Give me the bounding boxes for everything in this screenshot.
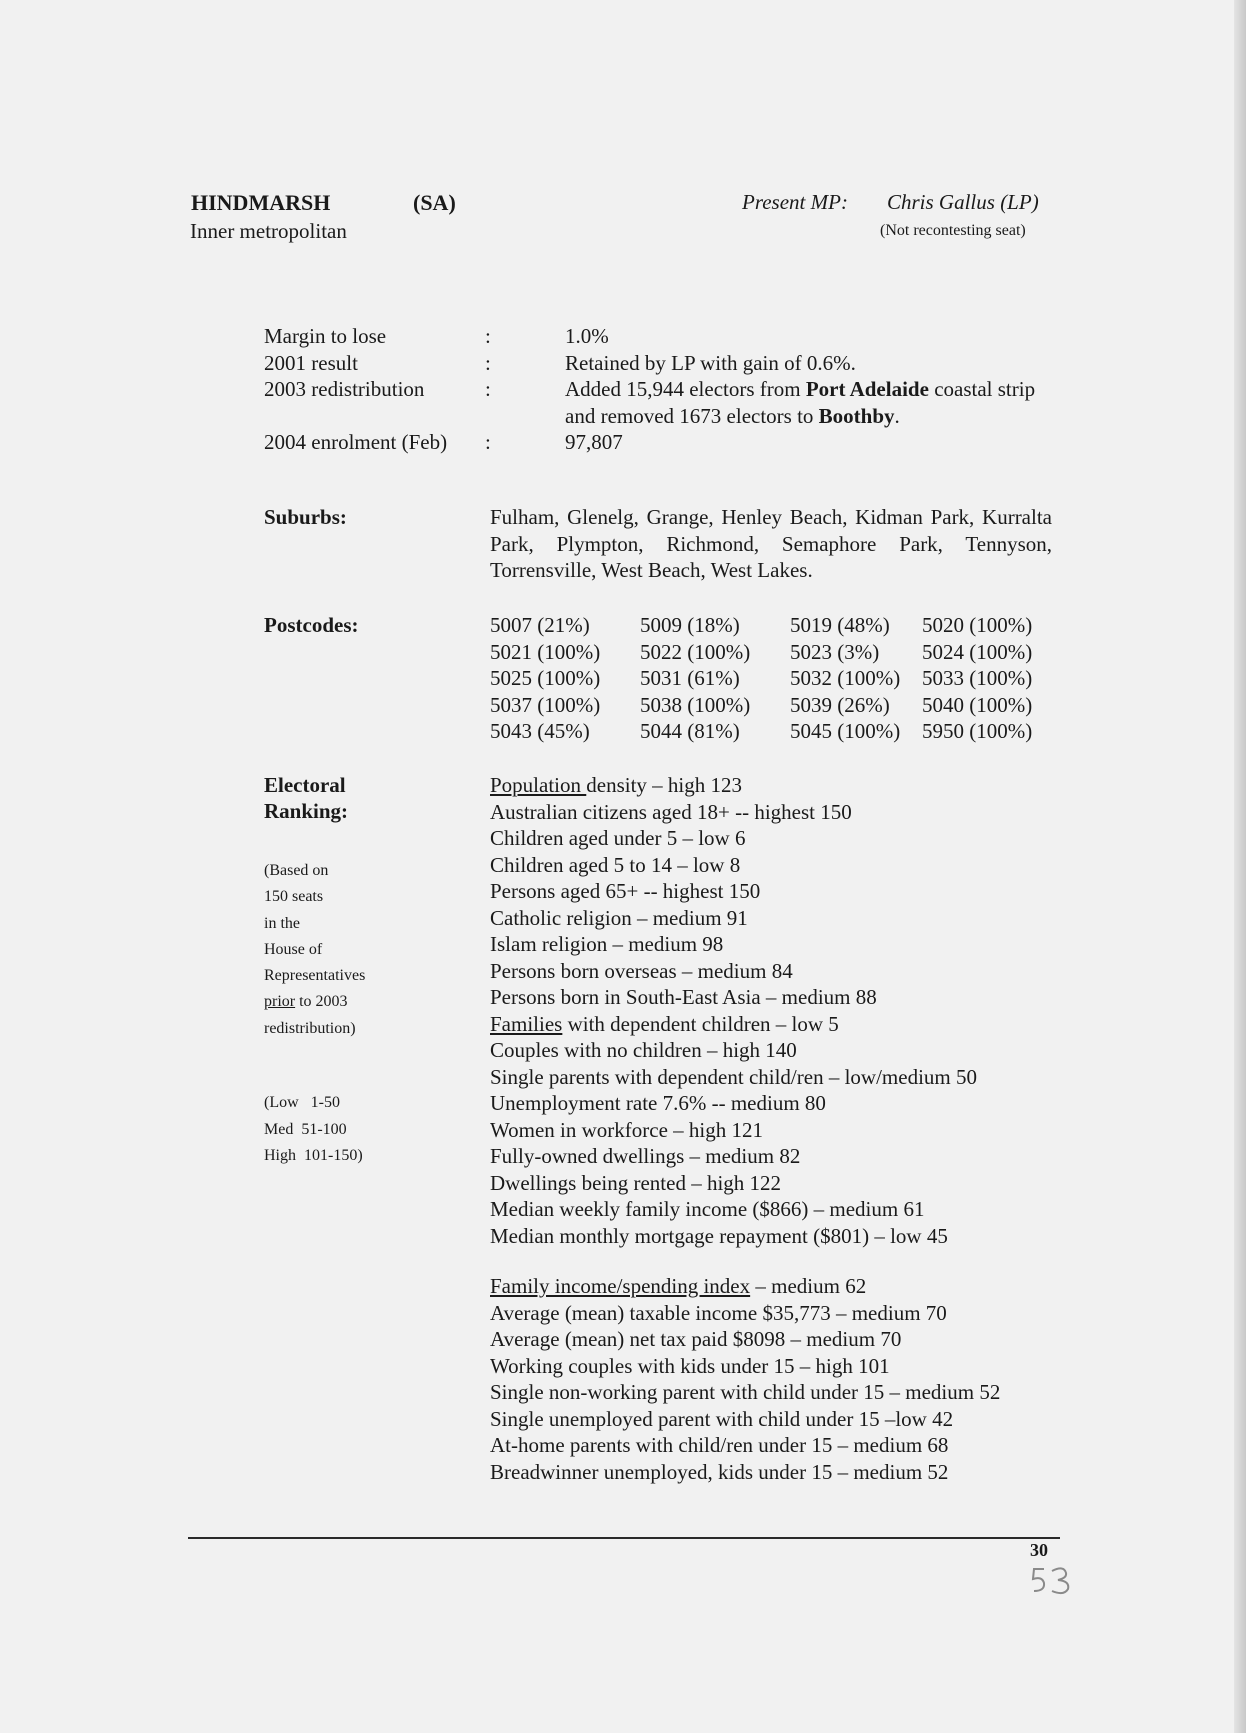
fact-value: 97,807 <box>565 430 623 454</box>
seat-name: HINDMARSH <box>191 190 331 215</box>
postcode-row <box>490 718 1072 745</box>
postcode-cell: 5950 (100%) <box>922 719 1033 743</box>
ranking-note-line: redistribution) <box>264 1019 356 1037</box>
ranking-item: Median monthly mortgage repayment ($801) – low 45 <box>490 1223 948 1248</box>
fact-row <box>264 350 1045 377</box>
ranking-scale-line: (Low 1-50 <box>264 1094 340 1111</box>
handwritten-page-number-53 <box>1030 1565 1078 1597</box>
postcode-cell: 5037 (100%) <box>490 692 601 717</box>
ranking-note-line: Representatives <box>264 967 366 985</box>
ranking-item: Australian citizens aged 18+ -- highest 150 <box>490 799 852 824</box>
ranking-label-line2: Ranking: <box>264 799 349 823</box>
ranking-item: Single non-working parent with child under 15 – medium 52 <box>490 1380 1001 1404</box>
ranking-item: Persons born in South-East Asia – medium 88 <box>490 985 877 1009</box>
ranking-item: Breadwinner unemployed, kids under 15 – medium 52 <box>490 1459 949 1484</box>
postcode-cell: 5045 (100%) <box>790 719 901 743</box>
page-number: 30 <box>1030 1540 1048 1560</box>
postcode-cell: 5009 (18%) <box>640 613 740 637</box>
ranking-item: At-home parents with child/ren under 15 – medium 68 <box>490 1433 949 1457</box>
ranking-item: Children aged under 5 – low 6 <box>490 826 746 850</box>
ranking-label-line1: Electoral <box>264 773 346 797</box>
fact-label: 2004 enrolment (Feb) <box>264 430 448 454</box>
ranking-item: Families with dependent children – low 5 <box>490 1011 839 1036</box>
suburbs-label: Suburbs: <box>264 505 347 529</box>
postcode-cell: 5038 (100%) <box>640 692 751 717</box>
fact-colon: : <box>485 324 491 348</box>
ranking-item: Average (mean) taxable income $35,773 – medium 70 <box>490 1300 947 1325</box>
present-mp-label: Present MP: <box>742 190 848 214</box>
ranking-item: Population density – high 123 <box>490 773 743 797</box>
postcodes-label: Postcodes: <box>264 613 359 637</box>
ranking-item: Fully-owned dwellings – medium 82 <box>490 1144 801 1168</box>
ranking-item: Dwellings being rented – high 122 <box>490 1170 782 1195</box>
postcode-row <box>490 665 1072 692</box>
present-mp-name: Chris Gallus (LP) <box>887 190 1039 214</box>
postcodes-table <box>490 612 1072 745</box>
fact-value: Added 15,944 electors from Port Adelaide coastal strip and removed 1673 electors to Boothby. <box>565 377 1036 428</box>
postcode-cell: 5022 (100%) <box>640 639 751 664</box>
ranking-list <box>490 772 977 1249</box>
seat-type: Inner metropolitan <box>190 219 347 243</box>
fact-colon: : <box>485 430 491 454</box>
ranking-list-income <box>490 1273 1000 1485</box>
ranking-item: Family income/spending index – medium 62 <box>490 1274 867 1298</box>
fact-row <box>264 376 1045 429</box>
postcode-cell: 5025 (100%) <box>490 666 601 690</box>
ranking-note <box>264 858 365 1042</box>
postcode-cell: 5019 (48%) <box>790 613 890 637</box>
ranking-note-line: prior to 2003 <box>264 993 348 1011</box>
seat-state: (SA) <box>413 190 456 215</box>
ranking-item: Persons aged 65+ -- highest 150 <box>490 879 761 903</box>
ranking-note-line: (Based on <box>264 862 329 879</box>
ranking-scale-line: Med 51-100 <box>264 1120 347 1138</box>
ranking-note-line: House of <box>264 940 323 958</box>
postcode-cell: 5020 (100%) <box>922 613 1033 637</box>
ranking-item: Working couples with kids under 15 – high 101 <box>490 1353 890 1378</box>
postcode-row <box>490 639 1072 666</box>
fact-label: 2003 redistribution <box>264 377 425 401</box>
postcode-row <box>490 612 1072 639</box>
postcode-cell: 5031 (61%) <box>640 666 740 690</box>
ranking-item: Couples with no children – high 140 <box>490 1038 797 1062</box>
ranking-item: Unemployment rate 7.6% -- medium 80 <box>490 1091 826 1115</box>
ranking-scale-line: High 101-150) <box>264 1147 363 1164</box>
fact-value: 1.0% <box>565 324 609 348</box>
postcode-cell: 5024 (100%) <box>922 639 1033 664</box>
fact-row <box>264 429 1045 456</box>
ranking-item: Persons born overseas – medium 84 <box>490 958 793 983</box>
postcode-cell: 5023 (3%) <box>790 639 880 664</box>
ranking-note-line: 150 seats <box>264 888 324 906</box>
postcode-cell: 5043 (45%) <box>490 719 590 743</box>
postcode-cell: 5040 (100%) <box>922 692 1033 717</box>
postcode-cell: 5007 (21%) <box>490 613 590 637</box>
ranking-item: Median weekly family income ($866) – medium 61 <box>490 1197 925 1221</box>
ranking-item: Catholic religion – medium 91 <box>490 905 748 930</box>
fact-label: Margin to lose <box>264 324 387 348</box>
ranking-item: Women in workforce – high 121 <box>490 1117 763 1142</box>
footer-divider <box>188 1537 1060 1539</box>
suburbs-text: Fulham, Glenelg, Grange, Henley Beach, Kidman Park, Kurralta Park, Plympton, Richmond, Semaphore Park, Tennyson, Torrensville, West Beach, West Lakes. <box>490 505 1052 582</box>
fact-colon: : <box>485 377 491 401</box>
postcode-cell: 5033 (100%) <box>922 666 1033 690</box>
fact-row <box>264 323 1045 350</box>
postcode-cell: 5032 (100%) <box>790 666 901 690</box>
postcode-row <box>490 692 1072 719</box>
ranking-item: Islam religion – medium 98 <box>490 932 724 956</box>
ranking-item: Single parents with dependent child/ren – low/medium 50 <box>490 1064 977 1089</box>
fact-colon: : <box>485 350 491 375</box>
fact-value: Retained by LP with gain of 0.6%. <box>565 350 856 375</box>
postcode-cell: 5021 (100%) <box>490 639 601 664</box>
mp-note: (Not recontesting seat) <box>880 222 1026 239</box>
postcode-cell: 5039 (26%) <box>790 692 890 717</box>
ranking-item: Single unemployed parent with child under 15 –low 42 <box>490 1406 954 1431</box>
ranking-scale <box>264 1090 363 1170</box>
fact-label: 2001 result <box>264 350 358 375</box>
ranking-item: Average (mean) net tax paid $8098 – medium 70 <box>490 1327 902 1351</box>
seat-facts <box>264 323 1045 456</box>
ranking-item: Children aged 5 to 14 – low 8 <box>490 852 741 877</box>
postcode-cell: 5044 (81%) <box>640 719 740 743</box>
ranking-note-line: in the <box>264 914 300 932</box>
